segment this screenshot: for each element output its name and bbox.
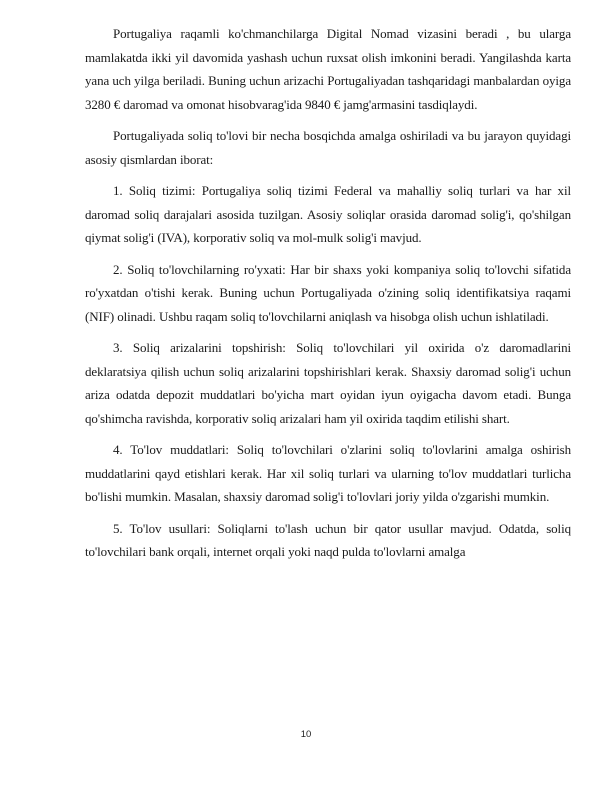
document-body — [85, 22, 571, 572]
paragraph-digital-nomad-visa: Portugaliya raqamli ko'chmanchilarga Digital Nomad vizasini beradi , bu ularga mamlakatda ikki yil davomida yashash uchun ruxsat olish imkonini beradi. Yangilashda karta yana uch yilga beriladi. Buning uchun arizachi Portugaliyadan tashqaridagi manbalardan oyiga 3280 € daromad va omonat hisobvarag'ida 9840 € jamg'armasini tasdiqlaydi. — [85, 26, 571, 112]
paragraph-tax-intro: Portugaliyada soliq to'lovi bir necha bosqichda amalga oshiriladi va bu jarayon quyidagi asosiy qismlardan iborat: — [85, 128, 571, 167]
paragraph-taxpayer-registration: 2. Soliq to'lovchilarning ro'yxati: Har bir shaxs yoki kompaniya soliq to'lovchi sifatida ro'yxatdan o'tishi kerak. Buning uchun Portugaliyada o'zining soliq identifikatsiya raqami (NIF) olinadi. Ushbu raqam soliq to'lovchilarni aniqlash va hisobga olish uchun ishlatiladi. — [85, 261, 571, 324]
paragraph-tax-system: 1. Soliq tizimi: Portugaliya soliq tizimi Federal va mahalliy soliq turlari va har xil daromad soliq darajalari asosida tuzilgan. Asosiy soliqlar orasida daromad solig'i, qo'shilgan qiymat solig'i (IVA), korporativ soliq va mol-mulk solig'i mavjud. — [85, 183, 571, 245]
paragraph-tax-filing: 3. Soliq arizalarini topshirish: Soliq to'lovchilari yil oxirida o'z daromadlarini deklaratsiya qilish uchun soliq arizalarini topshirishlari kerak. Shaxsiy daromad solig'i uchun ariza odatda depozit muddatlari bo'yicha mart oyidan iyun oyigacha davom etadi. Bunga qo'shimcha ravishda, korporativ soliq arizalari ham yil oxirida taqdim etilishi shart. — [85, 340, 571, 426]
paragraph-payment-deadlines: 4. To'lov muddatlari: Soliq to'lovchilari o'zlarini soliq to'lovlarini amalga oshirish muddatlarini qayd etishlari kerak. Har xil soliq turlari va ularning to'lov muddatlari turlicha bo'lishi mumkin. Masalan, shaxsiy daromad solig'i to'lovlari joriy yilda o'zgarishi mumkin. — [85, 442, 571, 504]
page-number: 10 — [300, 729, 312, 740]
paragraph-payment-methods: 5. To'lov usullari: Soliqlarni to'lash uchun bir qator usullar mavjud. Odatda, soliq to'lovchilari bank orqali, internet orqali yoki naqd pulda to'lovlarni amalga — [85, 520, 571, 559]
